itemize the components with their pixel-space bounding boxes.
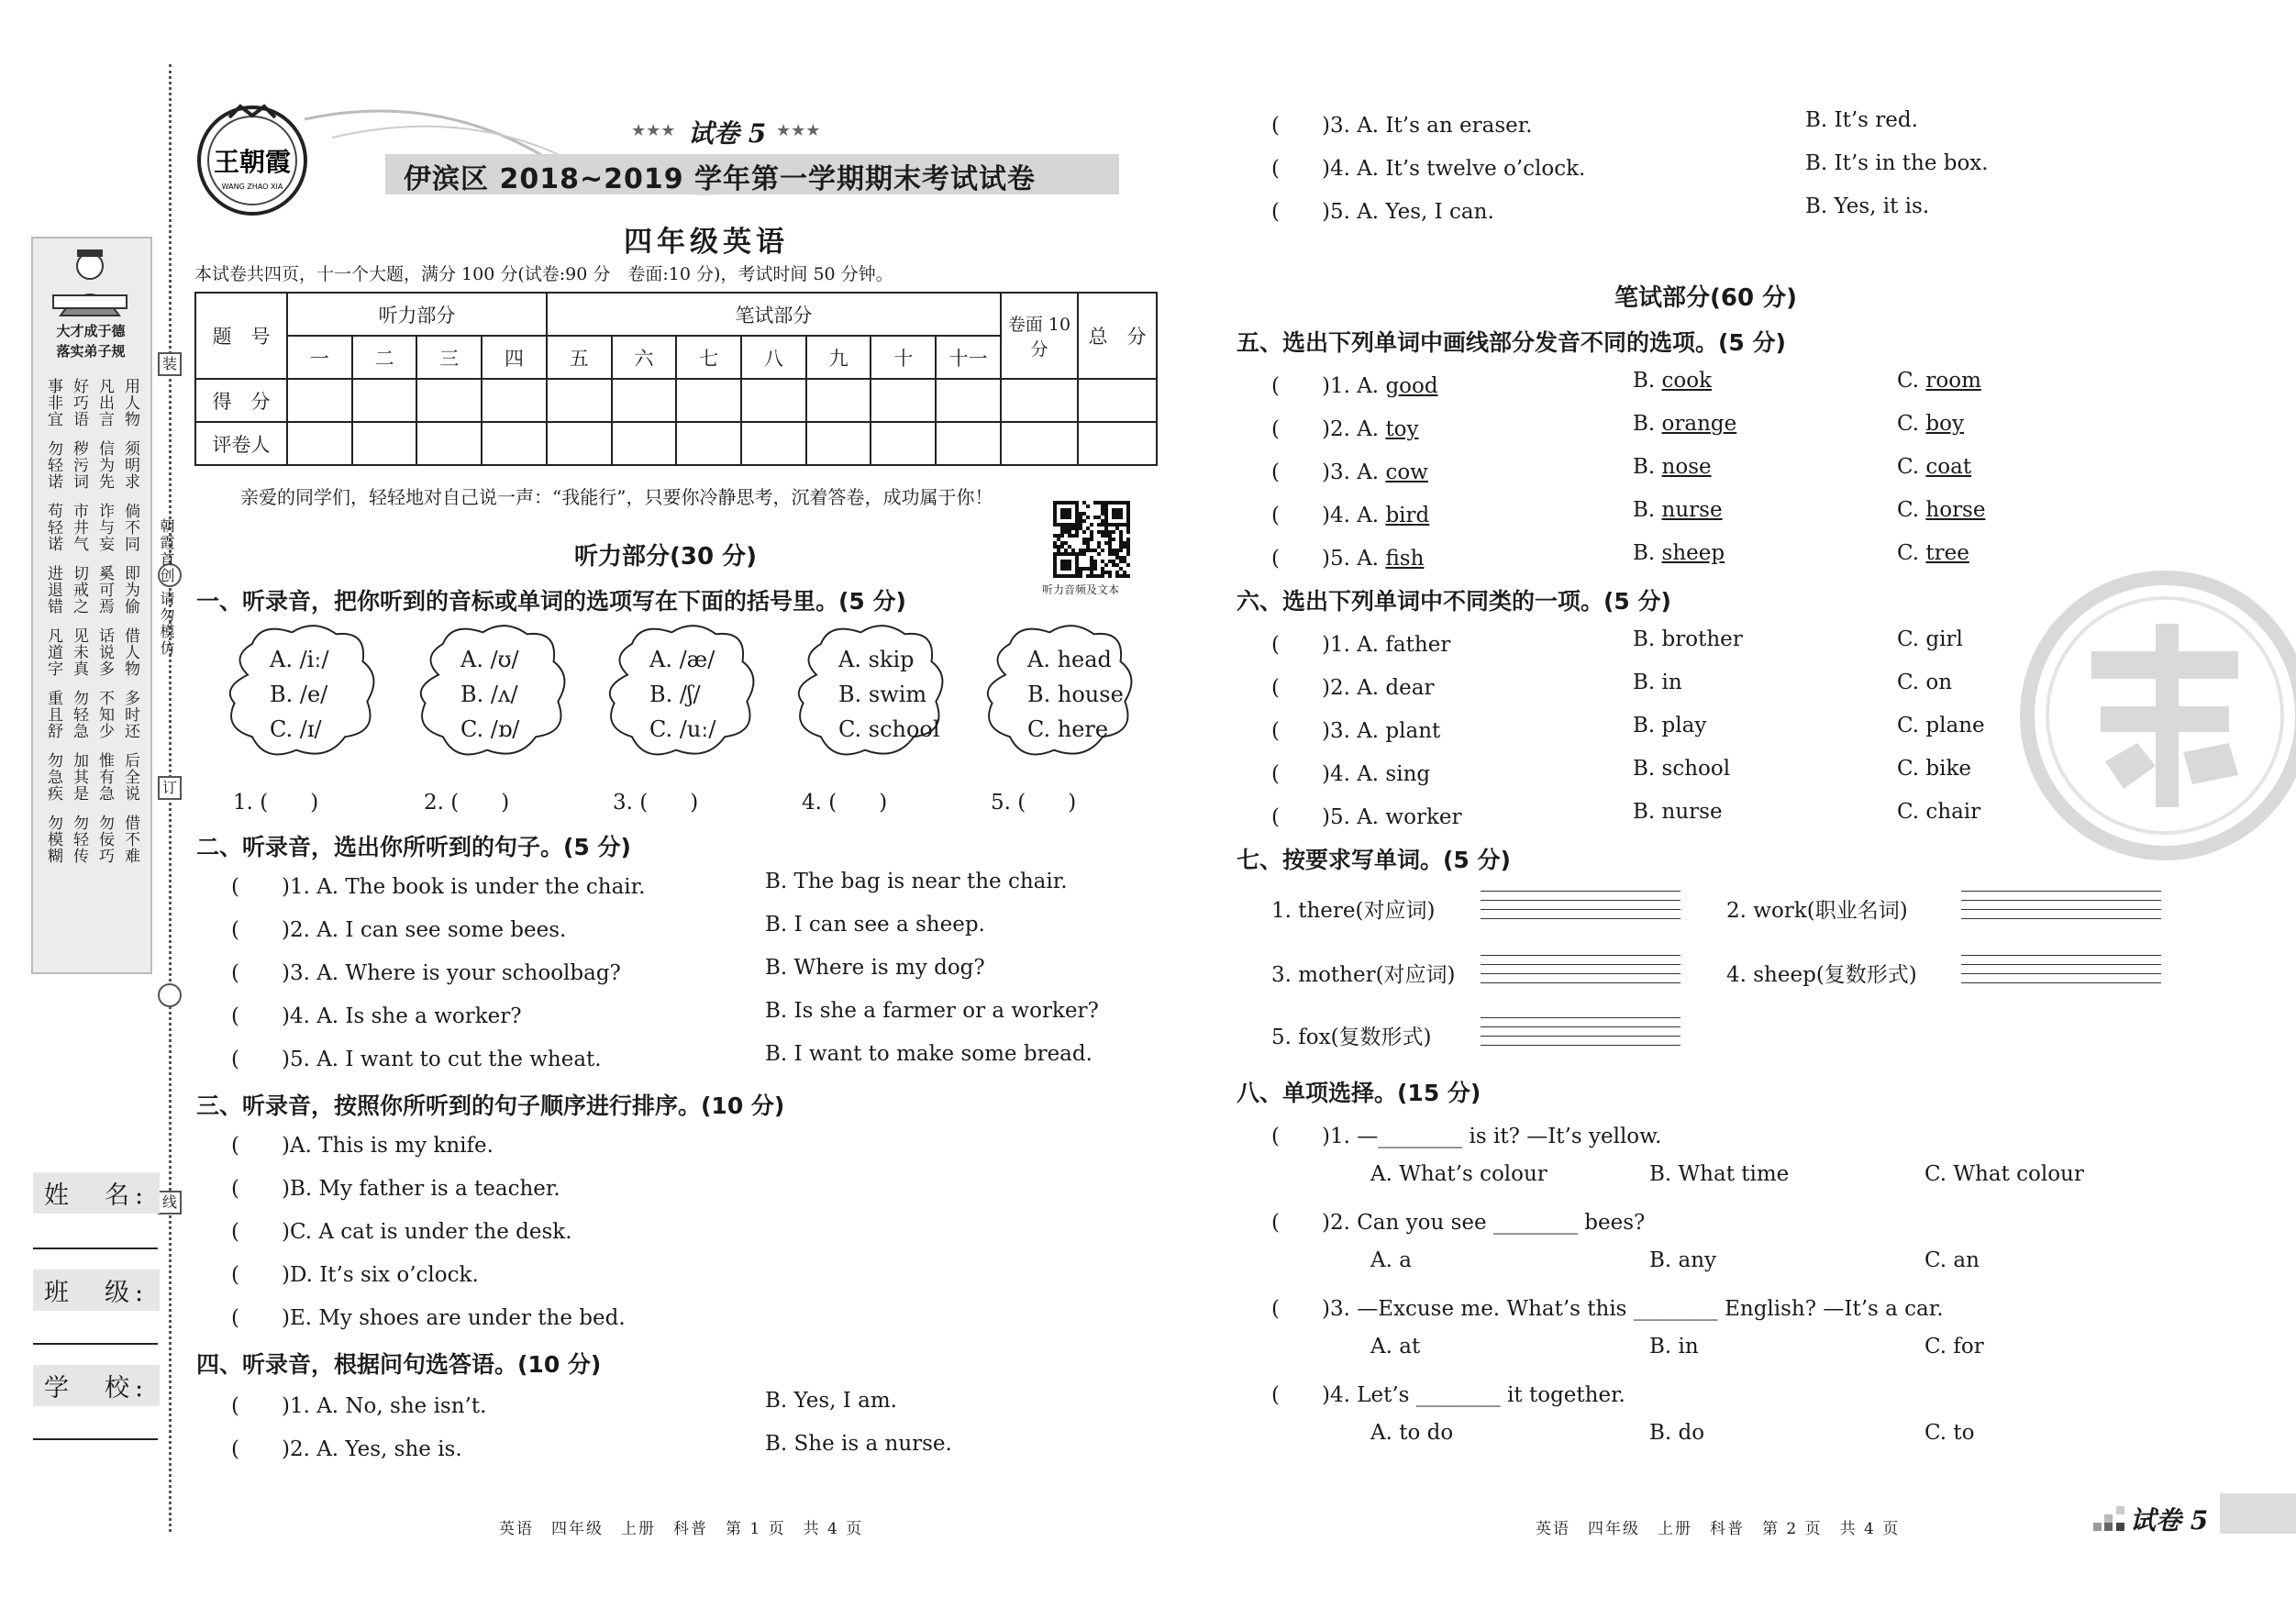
class-label: 班 级: xyxy=(33,1270,160,1311)
choice-cloud xyxy=(785,616,952,767)
proverb-block xyxy=(44,440,139,490)
score-cell[interactable] xyxy=(871,422,936,465)
question-item[interactable]: ( )3. A. plant xyxy=(1271,719,1441,743)
section-1-title: 一、听录音，把你听到的音标或单词的选项写在下面的括号里。(5 分) xyxy=(196,588,906,615)
proverb-block xyxy=(44,565,139,615)
question-item[interactable]: ( )3. A. Where is your schoolbag? xyxy=(231,961,621,985)
score-cell[interactable] xyxy=(1001,379,1078,422)
proverb-column: 重且舒 xyxy=(44,690,62,739)
writing-line xyxy=(1481,910,1680,919)
cloud-option: C. here xyxy=(1027,716,1109,742)
order-item[interactable]: ( )C. A cat is under the desk. xyxy=(231,1220,572,1244)
option-c xyxy=(1897,369,1981,393)
proverb-column: 借不难 xyxy=(121,815,139,864)
question-item[interactable]: ( )2. A. I can see some bees. xyxy=(231,918,567,942)
cloud-options xyxy=(270,642,329,747)
writing-line xyxy=(1961,956,2161,965)
score-cell[interactable] xyxy=(806,422,871,465)
proverb-column: 不知少 xyxy=(95,690,114,739)
option-a-word: fish xyxy=(1385,547,1425,571)
section-8-title: 八、单项选择。(15 分) xyxy=(1237,1080,1481,1106)
score-cell[interactable] xyxy=(287,379,352,422)
mc-option-b: B. any xyxy=(1649,1248,1717,1272)
option-b-prefix: B. xyxy=(1633,498,1662,522)
option-c xyxy=(1897,541,1969,565)
brand-logo-text: 王朝霞 xyxy=(213,147,292,177)
cloud-option: C. school xyxy=(838,716,940,742)
writing-line xyxy=(1481,1027,1680,1037)
proverb-column: 借人物 xyxy=(121,627,139,677)
writing-line xyxy=(1481,892,1680,901)
corner-dots-icon xyxy=(2093,1506,2128,1532)
side-motto xyxy=(37,321,145,361)
score-table xyxy=(194,292,1158,466)
question-item[interactable]: ( )4. A. It’s twelve o’clock. xyxy=(1271,157,1586,181)
qr-caption: 听力音频及文本 xyxy=(1042,583,1120,596)
score-cell[interactable] xyxy=(936,379,1001,422)
option-b: B. school xyxy=(1633,757,1731,781)
option-c: C. plane xyxy=(1897,714,1985,738)
proverb-column: 事非宜 xyxy=(44,378,62,427)
score-cell[interactable] xyxy=(1078,422,1157,465)
option-c xyxy=(1897,412,1964,436)
option-b-prefix: B. xyxy=(1633,412,1662,436)
question-item[interactable] xyxy=(1271,412,1419,442)
binding-mark-zhuang: 装 xyxy=(158,352,182,376)
question-item[interactable]: ( )3. A. It’s an eraser. xyxy=(1271,114,1533,138)
option-b xyxy=(1633,369,1712,393)
mc-option-b: B. do xyxy=(1649,1421,1705,1445)
encouragement-text: 亲爱的同学们，轻轻地对自己说一声：“我能行”，只要你冷静思考，沉着答卷，成功属于你！ xyxy=(240,486,993,508)
name-field[interactable] xyxy=(33,1248,158,1249)
score-table-tihao: 题 号 xyxy=(195,293,287,379)
scholar-icon xyxy=(40,246,139,317)
write-answer-lines[interactable] xyxy=(1481,947,1680,993)
score-cell[interactable] xyxy=(741,379,806,422)
item-number: ( )2. A. xyxy=(1271,417,1386,441)
option-a-word: cow xyxy=(1385,460,1428,484)
school-label: 学 校: xyxy=(33,1365,160,1406)
cloud-options xyxy=(1027,642,1124,747)
option-c: C. girl xyxy=(1897,627,1963,651)
proverb-column: 勿模糊 xyxy=(44,815,62,864)
option-b: B. The bag is near the chair. xyxy=(765,870,1068,893)
proverb-column: 勿急疾 xyxy=(44,752,62,802)
score-cell[interactable] xyxy=(287,422,352,465)
proverb-column: 奚可焉 xyxy=(95,565,114,615)
question-item[interactable] xyxy=(1271,498,1429,528)
secret-seal-icon xyxy=(2018,569,2296,862)
class-field[interactable] xyxy=(33,1343,158,1345)
score-table-num: 三 xyxy=(416,336,482,379)
question-item[interactable]: ( )4. A. sing xyxy=(1271,762,1431,786)
question-item[interactable]: ( )2. A. dear xyxy=(1271,676,1435,700)
order-item[interactable]: ( )A. This is my knife. xyxy=(231,1134,494,1158)
mc-question[interactable]: ( )2. Can you see ________ bees? xyxy=(1271,1211,1646,1235)
option-b: B. It’s red. xyxy=(1805,108,1918,132)
option-b xyxy=(1633,412,1736,436)
section-3-title: 三、听录音，按照你所听到的句子顺序进行排序。(10 分) xyxy=(196,1092,785,1119)
question-item[interactable]: ( )5. A. worker xyxy=(1271,805,1462,829)
score-cell[interactable] xyxy=(547,379,612,422)
cloud-option: A. /æ/ xyxy=(649,647,715,672)
score-cell[interactable] xyxy=(806,379,871,422)
proverb-column: 须明求 xyxy=(121,440,139,490)
motto-line-2: 落实弟子规 xyxy=(56,343,126,360)
score-table-total: 总 分 xyxy=(1078,293,1157,379)
score-cell[interactable] xyxy=(676,379,741,422)
section-2-title: 二、听录音，选出你所听到的句子。(5 分) xyxy=(196,834,631,860)
option-b-word: sheep xyxy=(1661,541,1725,565)
cloud-option: A. /iː/ xyxy=(270,647,329,672)
mc-option-c: C. to xyxy=(1924,1421,1975,1445)
option-c: C. chair xyxy=(1897,800,1981,824)
item-number: ( )1. A. xyxy=(1271,374,1386,398)
answer-blank[interactable]: 3. ( ) xyxy=(613,791,699,815)
proverb-column: 后全说 xyxy=(121,752,139,802)
option-b xyxy=(1633,541,1725,565)
option-c-prefix: C. xyxy=(1897,455,1926,479)
proverb-column: 凡出言 xyxy=(95,378,114,427)
option-b-word: cook xyxy=(1661,369,1713,393)
writing-line xyxy=(1481,965,1680,974)
choice-cloud xyxy=(407,616,574,767)
proverb-column: 惟有急 xyxy=(95,752,114,802)
score-cell[interactable] xyxy=(741,422,806,465)
score-table-pingjuan: 评卷人 xyxy=(195,422,287,465)
option-a-word: toy xyxy=(1385,417,1419,441)
question-item[interactable] xyxy=(1271,541,1424,571)
option-c-word: tree xyxy=(1925,541,1969,565)
exam-title: 伊滨区 2018~2019 学年第一学期期末考试试卷 xyxy=(404,163,1037,195)
question-item[interactable]: ( )4. A. Is she a worker? xyxy=(231,1004,522,1028)
section-6-title: 六、选出下列单词中不同类的一项。(5 分) xyxy=(1237,588,1671,615)
listening-part-title: 听力部分(30 分) xyxy=(574,543,757,571)
cloud-option: B. /e/ xyxy=(270,682,328,707)
score-cell[interactable] xyxy=(482,379,547,422)
proverb-column: 凡道字 xyxy=(44,627,62,677)
cloud-option: C. /ɪ/ xyxy=(270,716,322,742)
write-prompt: 1. there(对应词) xyxy=(1271,899,1436,923)
option-b-prefix: B. xyxy=(1633,455,1662,479)
score-table-num: 六 xyxy=(612,336,677,379)
cloud-options xyxy=(460,642,519,747)
writing-line xyxy=(1481,974,1680,983)
writing-line xyxy=(1481,1009,1680,1018)
question-item[interactable]: ( )1. A. father xyxy=(1271,633,1451,657)
option-c: C. on xyxy=(1897,671,1953,694)
proverb-column: 见未真 xyxy=(70,627,88,677)
mc-option-a: A. at xyxy=(1370,1335,1421,1359)
option-b: B. play xyxy=(1633,714,1707,738)
option-b: B. It’s in the box. xyxy=(1805,151,1989,175)
brand-logo xyxy=(194,103,310,218)
proverb-column: 勿轻传 xyxy=(70,815,88,864)
mc-question[interactable]: ( )3. —Excuse me. What’s this ________ English? —It’s a car. xyxy=(1271,1297,1944,1321)
option-c-prefix: C. xyxy=(1897,412,1926,436)
cloud-option: A. /ʊ/ xyxy=(460,647,519,672)
mc-question[interactable]: ( )4. Let’s ________ it together. xyxy=(1271,1383,1625,1407)
mc-option-a: A. What’s colour xyxy=(1370,1162,1547,1186)
mc-option-a: A. to do xyxy=(1370,1421,1454,1445)
writing-line xyxy=(1481,947,1680,956)
cloud-option: B. /ʌ/ xyxy=(460,682,518,707)
option-b: B. I want to make some bread. xyxy=(765,1042,1093,1066)
proverb-block xyxy=(44,503,139,552)
mc-option-b: B. What time xyxy=(1649,1162,1790,1186)
question-item[interactable]: ( )5. A. I want to cut the wheat. xyxy=(231,1048,602,1071)
exam-info: 本试卷共四页，十一个大题，满分 100 分(试卷:90 分 卷面:10 分)，考试时间 50 分钟。 xyxy=(194,264,893,284)
score-table-num: 一 xyxy=(287,336,352,379)
footer-right: 英语 四年级 上册 科普 第 2 页 共 4 页 xyxy=(1536,1520,1901,1538)
proverb-column: 勿轻诺 xyxy=(44,440,62,490)
option-b: B. Is she a farmer or a worker? xyxy=(765,999,1099,1023)
answer-blank[interactable]: 1. ( ) xyxy=(233,791,319,815)
option-b-word: orange xyxy=(1661,412,1737,436)
option-c-word: coat xyxy=(1925,455,1972,479)
writing-line xyxy=(1961,882,2161,892)
cloud-option: B. house xyxy=(1027,682,1124,707)
proverb-column: 倘不同 xyxy=(121,503,139,552)
option-c-prefix: C. xyxy=(1897,498,1926,522)
cloud-option: C. /ɒ/ xyxy=(460,716,520,742)
proverb-block xyxy=(44,815,139,864)
score-table-num: 二 xyxy=(352,336,417,379)
order-item[interactable]: ( )E. My shoes are under the bed. xyxy=(231,1306,626,1330)
write-prompt: 4. sheep(复数形式) xyxy=(1726,963,1917,987)
write-answer-lines[interactable] xyxy=(1481,1009,1680,1055)
option-b: B. Yes, it is. xyxy=(1805,194,1930,218)
score-cell[interactable] xyxy=(352,422,417,465)
section-4-title: 四、听录音，根据问句选答语。(10 分) xyxy=(196,1351,602,1378)
brand-logo-roman: WANG ZHAO XIA xyxy=(221,183,283,191)
question-item[interactable] xyxy=(1271,455,1428,485)
score-table-num: 十一 xyxy=(936,336,1001,379)
option-c-word: room xyxy=(1925,369,1981,393)
proverb-block xyxy=(44,752,139,802)
proverb-column: 勿佞巧 xyxy=(95,815,114,864)
proverb-column: 多时还 xyxy=(121,690,139,739)
option-b xyxy=(1633,455,1712,479)
cloud-option: A. head xyxy=(1027,647,1112,672)
cloud-option: B. /ʃ/ xyxy=(649,682,701,707)
binding-mark-xian: 线 xyxy=(158,1191,182,1214)
school-field[interactable] xyxy=(33,1438,158,1440)
item-number: ( )4. A. xyxy=(1271,504,1386,527)
question-item[interactable]: ( )2. A. Yes, she is. xyxy=(231,1437,462,1461)
mc-option-a: A. a xyxy=(1370,1248,1412,1272)
score-table-juanmian: 卷面 10 分 xyxy=(1001,293,1078,379)
writing-line xyxy=(1481,1018,1680,1027)
option-c-prefix: C. xyxy=(1897,541,1926,565)
proverb-block xyxy=(44,627,139,677)
cloud-option: A. skip xyxy=(838,647,915,672)
writing-line xyxy=(1481,1037,1680,1046)
option-b-word: nurse xyxy=(1661,498,1723,522)
proverb-column: 信为先 xyxy=(95,440,114,490)
score-cell[interactable] xyxy=(1001,422,1078,465)
corner-bar xyxy=(2220,1493,2296,1534)
proverb-column: 切戒之 xyxy=(70,565,88,615)
score-cell[interactable] xyxy=(871,379,936,422)
answer-blank[interactable]: 2. ( ) xyxy=(424,791,510,815)
cloud-option: C. /uː/ xyxy=(649,716,716,742)
proverb-column: 加其是 xyxy=(70,752,88,802)
write-answer-lines[interactable] xyxy=(1481,882,1680,928)
question-item[interactable]: ( )1. A. No, she isn’t. xyxy=(231,1394,487,1418)
order-item[interactable]: ( )B. My father is a teacher. xyxy=(231,1177,560,1201)
stars-right-icon: ★★★ xyxy=(776,121,821,140)
writing-line xyxy=(1961,947,2161,956)
question-item[interactable] xyxy=(1271,369,1438,399)
mc-option-c: C. What colour xyxy=(1924,1162,2084,1186)
write-answer-lines[interactable] xyxy=(1961,882,2161,928)
option-b: B. Where is my dog? xyxy=(765,956,985,980)
option-b: B. in xyxy=(1633,671,1682,694)
subject-title: 四年级英语 xyxy=(624,226,789,259)
option-c: C. bike xyxy=(1897,757,1972,781)
corner-exam-label: 试卷 5 xyxy=(2130,1505,2209,1536)
question-item[interactable]: ( )5. A. Yes, I can. xyxy=(1271,200,1494,224)
write-answer-lines[interactable] xyxy=(1961,947,2161,993)
writing-line xyxy=(1961,910,2161,919)
cloud-option: B. swim xyxy=(838,682,927,707)
proverb-column: 用人物 xyxy=(121,378,139,427)
writing-line xyxy=(1961,892,2161,901)
cloud-options xyxy=(649,642,715,747)
choice-cloud xyxy=(216,616,383,767)
score-cell[interactable] xyxy=(547,422,612,465)
exam-number: 试卷 5 xyxy=(688,118,767,149)
stars-left-icon: ★★★ xyxy=(631,121,676,140)
proverb-column: 市井气 xyxy=(70,503,88,552)
binding-hole-icon xyxy=(158,983,182,1007)
score-cell[interactable] xyxy=(416,422,482,465)
option-b-prefix: B. xyxy=(1633,541,1662,565)
item-number: ( )5. A. xyxy=(1271,547,1386,571)
option-b: B. Yes, I am. xyxy=(765,1389,897,1413)
score-table-num: 十 xyxy=(871,336,936,379)
answer-blank[interactable]: 5. ( ) xyxy=(991,791,1077,815)
proverb-column: 苟轻诺 xyxy=(44,503,62,552)
option-b: B. She is a nurse. xyxy=(765,1432,952,1456)
score-cell[interactable] xyxy=(612,422,677,465)
mc-option-c: C. an xyxy=(1924,1248,1980,1272)
item-number: ( )3. A. xyxy=(1271,460,1386,484)
writing-line xyxy=(1961,974,2161,983)
footer-left: 英语 四年级 上册 科普 第 1 页 共 4 页 xyxy=(499,1520,864,1538)
proverb-block xyxy=(44,690,139,739)
question-item[interactable]: ( )1. A. The book is under the chair. xyxy=(231,875,646,899)
score-table-num: 五 xyxy=(547,336,612,379)
option-b-prefix: B. xyxy=(1633,369,1662,393)
mc-question[interactable]: ( )1. —________ is it? —It’s yellow. xyxy=(1271,1125,1662,1148)
proverb-column: 诈与妄 xyxy=(95,503,114,552)
score-cell[interactable] xyxy=(482,422,547,465)
option-c-word: horse xyxy=(1925,498,1986,522)
option-b-word: nose xyxy=(1661,455,1712,479)
option-b: B. nurse xyxy=(1633,800,1723,824)
write-prompt: 3. mother(对应词) xyxy=(1271,963,1456,987)
score-table-pingjuan-row xyxy=(195,422,1157,465)
choice-cloud xyxy=(596,616,763,767)
proverb-column: 秽污词 xyxy=(70,440,88,490)
score-cell[interactable] xyxy=(1078,379,1157,422)
mc-option-c: C. for xyxy=(1924,1335,1984,1359)
score-table-num: 八 xyxy=(741,336,806,379)
choice-cloud xyxy=(974,616,1141,767)
option-b: B. brother xyxy=(1633,627,1743,651)
proverb-column: 好巧语 xyxy=(70,378,88,427)
score-cell[interactable] xyxy=(612,379,677,422)
option-a-word: good xyxy=(1385,374,1438,398)
option-c-prefix: C. xyxy=(1897,369,1926,393)
option-c xyxy=(1897,498,1985,522)
score-table-num: 七 xyxy=(676,336,741,379)
score-table-num: 九 xyxy=(806,336,871,379)
score-table-listening: 听力部分 xyxy=(287,293,547,336)
write-prompt: 5. fox(复数形式) xyxy=(1271,1026,1432,1049)
cloud-options xyxy=(838,642,940,747)
writing-line xyxy=(1961,901,2161,910)
score-table-defen-row xyxy=(195,379,1157,422)
writing-part-title: 笔试部分(60 分) xyxy=(1614,284,1797,312)
mc-option-b: B. in xyxy=(1649,1335,1699,1359)
score-table-defen: 得 分 xyxy=(195,379,287,422)
proverb-column: 勿轻急 xyxy=(70,690,88,739)
score-cell[interactable] xyxy=(416,379,482,422)
section-7-title: 七、按要求写单词。(5 分) xyxy=(1237,847,1511,873)
score-table-writing: 笔试部分 xyxy=(547,293,1001,336)
proverb-column: 进退错 xyxy=(44,565,62,615)
option-b xyxy=(1633,498,1723,522)
option-c xyxy=(1897,455,1971,479)
section-5-title: 五、选出下列单词中画线部分发音不同的选项。(5 分) xyxy=(1237,329,1786,356)
writing-line xyxy=(1481,901,1680,910)
write-prompt: 2. work(职业名词) xyxy=(1726,899,1908,923)
binding-mark-ding: 订 xyxy=(158,776,182,800)
motto-line-1: 大才成于德 xyxy=(56,323,126,339)
score-cell[interactable] xyxy=(936,422,1001,465)
proverb-block xyxy=(44,378,139,427)
option-b: B. I can see a sheep. xyxy=(765,913,985,937)
order-item[interactable]: ( )D. It’s six o’clock. xyxy=(231,1263,479,1287)
proverbs-block xyxy=(44,378,139,877)
name-label: 姓 名: xyxy=(33,1172,160,1214)
score-cell[interactable] xyxy=(676,422,741,465)
writing-line xyxy=(1481,956,1680,965)
option-a-word: bird xyxy=(1385,504,1430,527)
proverb-column: 话说多 xyxy=(95,627,114,677)
score-table-num: 四 xyxy=(482,336,547,379)
option-c-word: boy xyxy=(1925,412,1964,436)
copyright-note: 朝霞首创 请勿模仿 xyxy=(158,518,175,658)
writing-line xyxy=(1961,965,2161,974)
answer-blank[interactable]: 4. ( ) xyxy=(802,791,888,815)
proverb-column: 即为偷 xyxy=(121,565,139,615)
writing-line xyxy=(1481,882,1680,892)
qr-code-icon[interactable] xyxy=(1053,501,1130,578)
score-cell[interactable] xyxy=(352,379,417,422)
